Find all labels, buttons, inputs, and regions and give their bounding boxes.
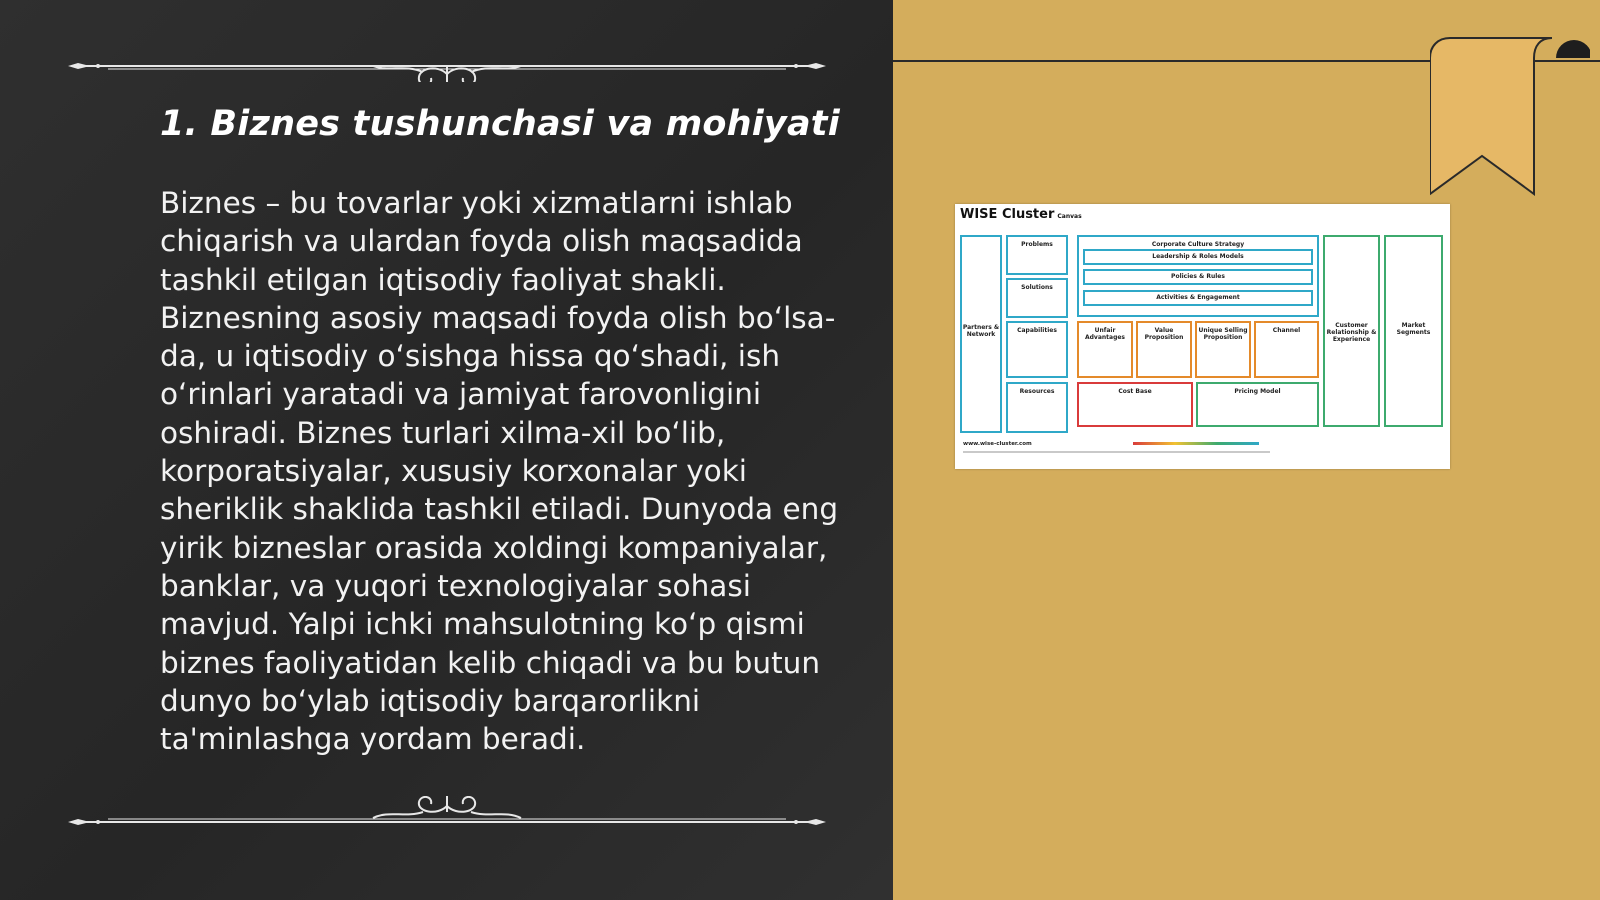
canvas-culture-box: Corporate Culture Strategy: [1077, 235, 1319, 317]
canvas-title: WISE Cluster Canvas: [960, 207, 1082, 222]
canvas-channel-box: Channel: [1254, 321, 1319, 378]
wise-cluster-canvas-image: [955, 204, 1450, 469]
canvas-leadership-box: Leadership & Roles Models: [1083, 249, 1313, 265]
canvas-partners-box: Partners & Network: [960, 235, 1002, 433]
bookmark-ribbon-icon: [1430, 36, 1590, 206]
canvas-market-box: Market Segments: [1384, 235, 1443, 427]
canvas-capabilities-box: Capabilities: [1006, 321, 1068, 378]
canvas-policies-box: Policies & Rules: [1083, 269, 1313, 285]
canvas-gradient-bar: [1133, 442, 1259, 445]
canvas-unfair-advantages-box: Unfair Advantages: [1077, 321, 1133, 378]
canvas-pricing-model-box: Pricing Model: [1196, 382, 1319, 427]
canvas-footer-line: [963, 451, 1270, 453]
canvas-problems-box: Problems: [1006, 235, 1068, 275]
canvas-usp-box: Unique Selling Proposition: [1195, 321, 1251, 378]
canvas-customer-box: Customer Relationship & Experience: [1323, 235, 1380, 427]
canvas-resources-box: Resources: [1006, 382, 1068, 433]
slide-title: 1. Biznes tushunchasi va mohiyati: [160, 104, 840, 144]
canvas-cost-base-box: Cost Base: [1077, 382, 1193, 427]
canvas-activities-box: Activities & Engagement: [1083, 290, 1313, 306]
canvas-value-proposition-box: Value Proposition: [1136, 321, 1192, 378]
canvas-url: www.wise-cluster.com: [963, 441, 1032, 447]
top-ornament-icon: [68, 52, 826, 82]
bottom-ornament-icon: [68, 796, 826, 826]
canvas-solutions-box: Solutions: [1006, 278, 1068, 318]
slide-body-text: Biznes – bu tovarlar yoki xizmatlarni ishlab chiqarish va ulardan foyda olish maqsadida tashkil etilgan iqtisodiy faoliyat shakli. Biznesning asosiy maqsadi foyda olish bo‘lsa-da, u iqtisodiy o‘sishga hissa qo‘shadi, ish o‘rinlari yaratadi va jamiyat farovonligini oshiradi. Biznes turlari xilma-xil bo‘lib, korporatsiyalar, xususiy korxonalar yoki sheriklik shaklida tashkil etiladi. Dunyoda eng yirik bizneslar orasida xoldingi kompaniyalar, banklar, va yuqori texnologiyalar sohasi mavjud. Yalpi ichki mahsulotning ko‘p qismi biznes faoliyatidan kelib chiqadi va bu butun dunyo bo‘ylab iqtisodiy barqarorlikni ta'minlashga yordam beradi.: [160, 186, 839, 757]
